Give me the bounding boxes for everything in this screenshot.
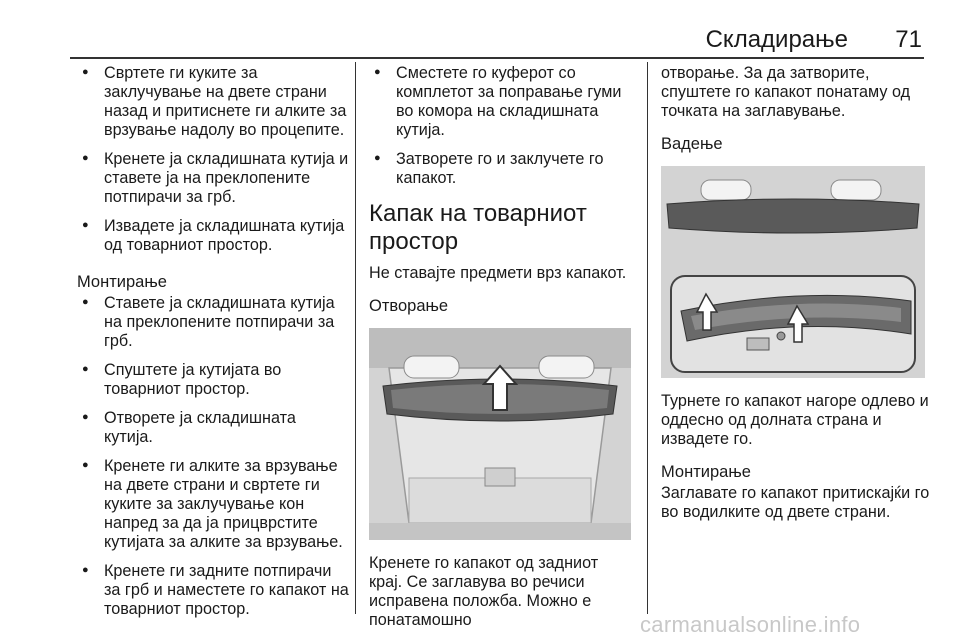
- mounting-text: Заглавате го капакот притискајќи го во водилките од двете страни.: [661, 484, 930, 521]
- caption-opening: Кренете го капакот од задниот крај. Се заглавува во речиси исправена положба. Можно е понатамошно: [369, 554, 599, 629]
- column-divider-2: [647, 62, 648, 614]
- subhead-mounting: Монтирање: [77, 273, 167, 291]
- list-item: ● Извадете ја складишната кутија од товарниот простор.: [77, 217, 349, 255]
- page-number: 71: [895, 26, 922, 53]
- intro-text: Не ставајте предмети врз капакот.: [369, 264, 627, 282]
- continued-text: отворање. За да затворите, спуштете го капакот понатаму од точката на заглавување.: [661, 64, 911, 120]
- list-item: ● Затворете го и заклучете го капакот.: [369, 150, 635, 188]
- caption-removal: Турнете го капакот нагоре одлево и оддесно од долната страна и извадете го.: [661, 392, 929, 448]
- column-divider-1: [355, 62, 356, 614]
- subhead-opening: Отворање: [369, 297, 449, 315]
- list-item: ● Кренете ја складишната кутија и ставете ја на преклопените потпирачи за грб.: [77, 150, 349, 207]
- figure-cover-opening: [369, 328, 631, 540]
- list-item: ● Сместете го куферот со комплетот за поправање гуми во комора на складишната кутија.: [369, 64, 635, 140]
- page-title: Складирање: [705, 26, 848, 53]
- list-item: ● Кренете ги задните потпирачи за грб и наместете го капакот на товарниот простор.: [77, 562, 349, 619]
- list-item: ● Свртете ги куките за заклучување на двете страни назад и притиснете ги алките за врзување надолу во процепите.: [77, 64, 349, 140]
- watermark: carmanualsonline.info: [640, 612, 861, 637]
- column-2: [369, 64, 635, 640]
- list-item: ● Спуштете ја кутијата во товарниот простор.: [77, 361, 349, 399]
- page-header: [0, 26, 960, 56]
- column-3: [661, 64, 933, 532]
- list-item: ● Ставете ја складишната кутија на преклопените потпирачи за грб.: [77, 294, 349, 351]
- figure-cover-removal: [661, 166, 925, 378]
- list-item: ● Кренете ги алките за врзување на двете страни и свртете ги куките за заклучување кон напред за да ја прицврстите кутијата за алките за врзување.: [77, 457, 349, 552]
- header-rule: [70, 57, 924, 59]
- subhead-removal: Вадење: [661, 135, 723, 153]
- column-1: [77, 64, 349, 629]
- section-title: Капак на товарниот простор: [369, 200, 587, 255]
- subhead-mounting-2: Монтирање: [661, 463, 751, 481]
- list-item: ● Отворете ја складишната кутија.: [77, 409, 349, 447]
